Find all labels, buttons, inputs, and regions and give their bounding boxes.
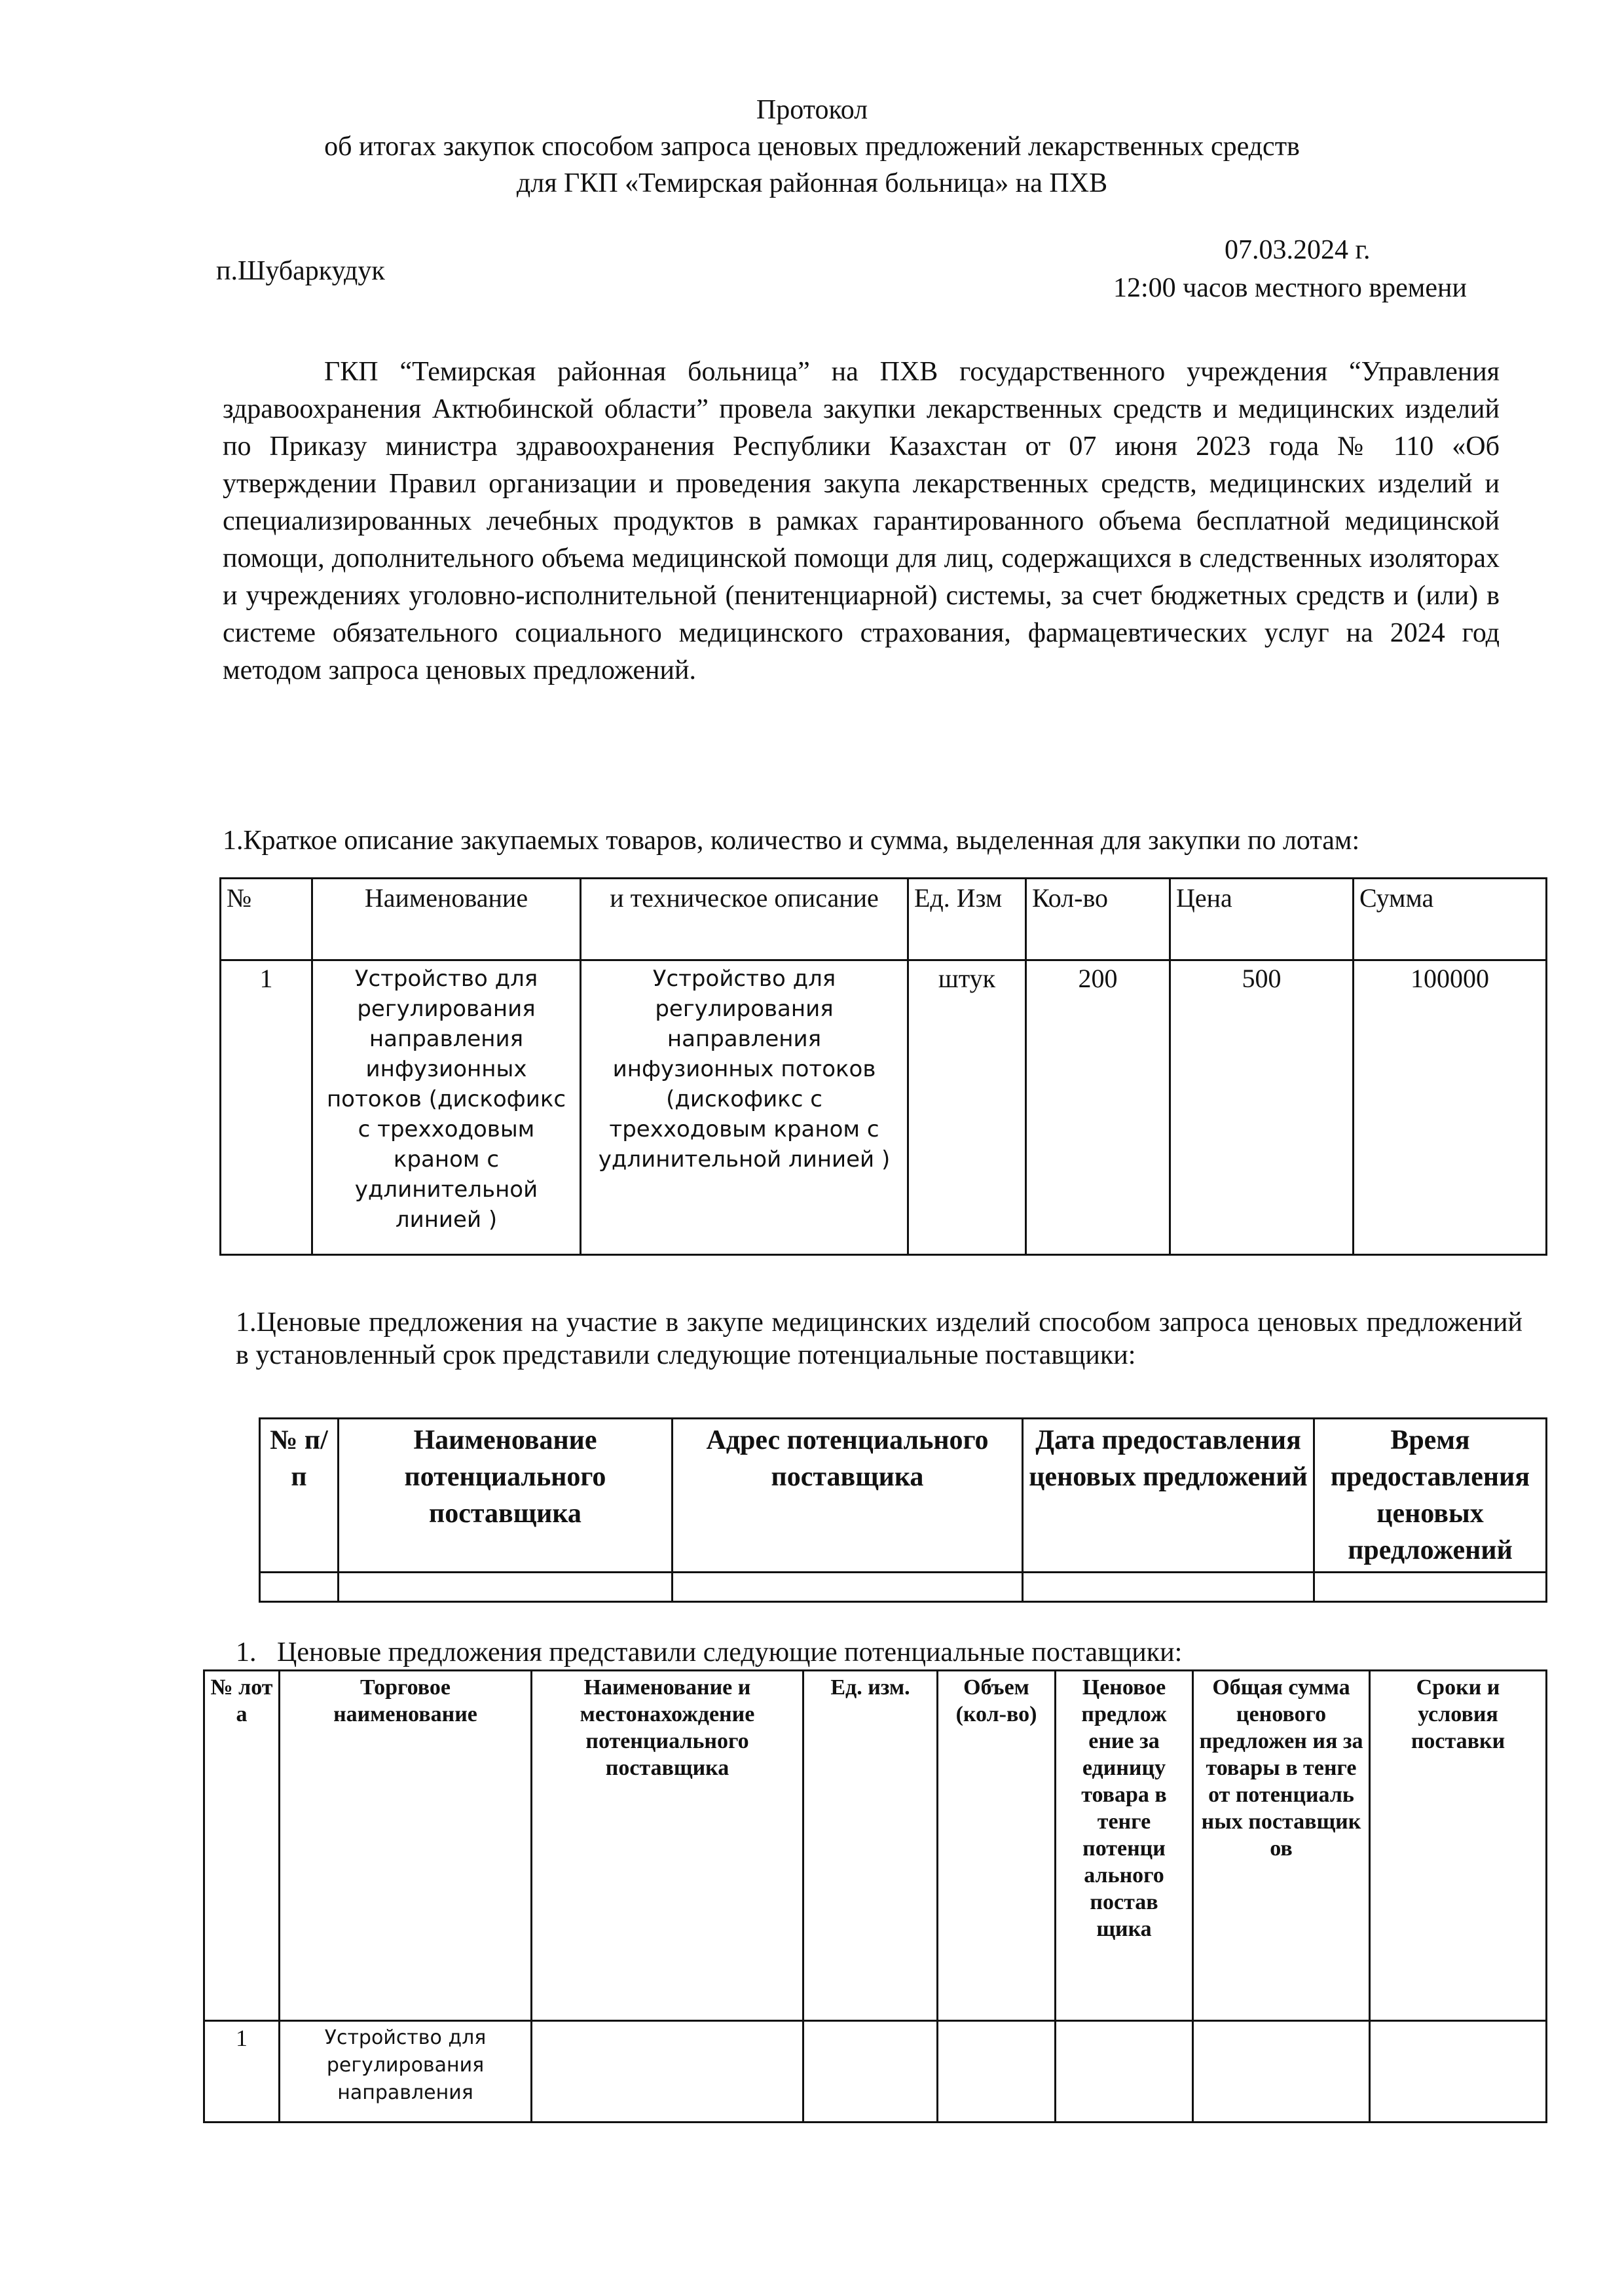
cell-unit xyxy=(803,2021,938,2123)
suppliers-table-header xyxy=(260,1419,1547,1573)
location: п.Шубаркудук xyxy=(216,256,385,286)
col-lot-no: № лот а xyxy=(204,1671,280,2021)
offers-table xyxy=(203,1669,1547,2123)
cell-terms xyxy=(1370,2021,1547,2123)
cell-submit-date xyxy=(1023,1573,1314,1602)
col-qty: Кол-во xyxy=(1026,879,1170,960)
section2-heading: 1.Ценовые предложения на участие в закупе медицинских изделий способом запроса ценовых предложений в установленный срок представили следующие потенциальные поставщики: xyxy=(236,1307,1522,1370)
cell-unit-price xyxy=(1056,2021,1193,2123)
col-supplier: Наименование и местонахождение потенциального поставщика xyxy=(532,1671,803,2021)
section3-heading: 1. Ценовые предложения представили следующие потенциальные поставщики: xyxy=(236,1637,1183,1667)
col-sum: Сумма xyxy=(1354,879,1547,960)
col-no: № п/п xyxy=(260,1419,339,1573)
cell-trade-name: Устройство для регулирования направления xyxy=(280,2021,532,2123)
lots-table-header xyxy=(221,879,1547,960)
cell-sum: 100000 xyxy=(1354,960,1547,1255)
col-submit-time: Время предоставления ценовых предложений xyxy=(1314,1419,1547,1573)
col-volume: Объем (кол-во) xyxy=(938,1671,1056,2021)
doc-title: Протокол xyxy=(756,95,868,125)
cell-no: 1 xyxy=(221,960,312,1255)
offers-table-header xyxy=(204,1671,1547,2021)
doc-subtitle-2: для ГКП «Темирская районная больница» на ПХВ xyxy=(516,168,1108,198)
cell-price: 500 xyxy=(1170,960,1354,1255)
cell-supplier-address xyxy=(673,1573,1023,1602)
cell-unit: штук xyxy=(908,960,1026,1255)
suppliers-table xyxy=(259,1417,1547,1603)
cell-name: Устройство для регулирования направления инфузионных потоков (дискофикс с трехходовым краном с удлинительной линией ) xyxy=(312,960,581,1255)
doc-subtitle: об итогах закупок способом запроса ценовых предложений лекарственных средств xyxy=(324,132,1300,162)
col-unit: Ед. изм. xyxy=(803,1671,938,2021)
table-row xyxy=(221,960,1547,1255)
col-supplier-name: Наименование потенциального поставщика xyxy=(339,1419,673,1573)
col-unit: Ед. Изм xyxy=(908,879,1026,960)
cell-total xyxy=(1193,2021,1370,2123)
col-description: и техническое описание xyxy=(581,879,908,960)
time: 12:00 часов местного времени xyxy=(1113,273,1467,303)
col-total: Общая сумма ценового предложен ия за товары в тенге от потенциаль ных поставщик ов xyxy=(1193,1671,1370,2021)
table-row xyxy=(260,1573,1547,1602)
col-price: Цена xyxy=(1170,879,1354,960)
col-submit-date: Дата предоставления ценовых предложений xyxy=(1023,1419,1314,1573)
intro-paragraph xyxy=(223,354,1500,689)
col-no: № xyxy=(221,879,312,960)
intro-text: ГКП “Темирская районная больница” на ПХВ государственного учреждения “Управления здравоохранения Актюбинской области” провела закупки лекарственных средств и медицинских изделий по Приказу министра здравоохранения Республики Казахстан от 07 июня 2023 года № 110 «Об утверждении Правил организации и проведения закупа лекарственных средств, медицинских изделий и специализированных лечебных продуктов в рамках гарантированного объема бесплатной медицинской помощи, дополнительного объема медицинской помощи для лиц, содержащихся в следственных изоляторах и учреждениях уголовно-исполнительной (пенитенциарной) системы, за счет бюджетных средств и (или) в системе обязательного социального медицинского страхования, фармацевтических услуг на 2024 год методом запроса ценовых предложений. xyxy=(223,357,1500,685)
cell-supplier xyxy=(532,2021,803,2123)
col-unit-price: Ценовое предлож ение за единицу товара в тенге потенци ального постав щика xyxy=(1056,1671,1193,2021)
cell-description: Устройство для регулирования направления инфузионных потоков (дискофикс с трехходовым краном с удлинительной линией ) xyxy=(581,960,908,1255)
cell-qty: 200 xyxy=(1026,960,1170,1255)
table-row xyxy=(204,2021,1547,2123)
cell-volume xyxy=(938,2021,1056,2123)
date: 07.03.2024 г. xyxy=(1225,235,1371,265)
cell-submit-time xyxy=(1314,1573,1547,1602)
cell-lot-no: 1 xyxy=(204,2021,280,2123)
col-terms: Сроки и условия поставки xyxy=(1370,1671,1547,2021)
lots-table xyxy=(219,877,1547,1256)
col-trade-name: Торговое наименование xyxy=(280,1671,532,2021)
section1-heading: 1.Краткое описание закупаемых товаров, количество и сумма, выделенная для закупки по лотам: xyxy=(223,826,1360,856)
col-supplier-address: Адрес потенциального поставщика xyxy=(673,1419,1023,1573)
cell-no xyxy=(260,1573,339,1602)
col-name: Наименование xyxy=(312,879,581,960)
cell-supplier-name xyxy=(339,1573,673,1602)
